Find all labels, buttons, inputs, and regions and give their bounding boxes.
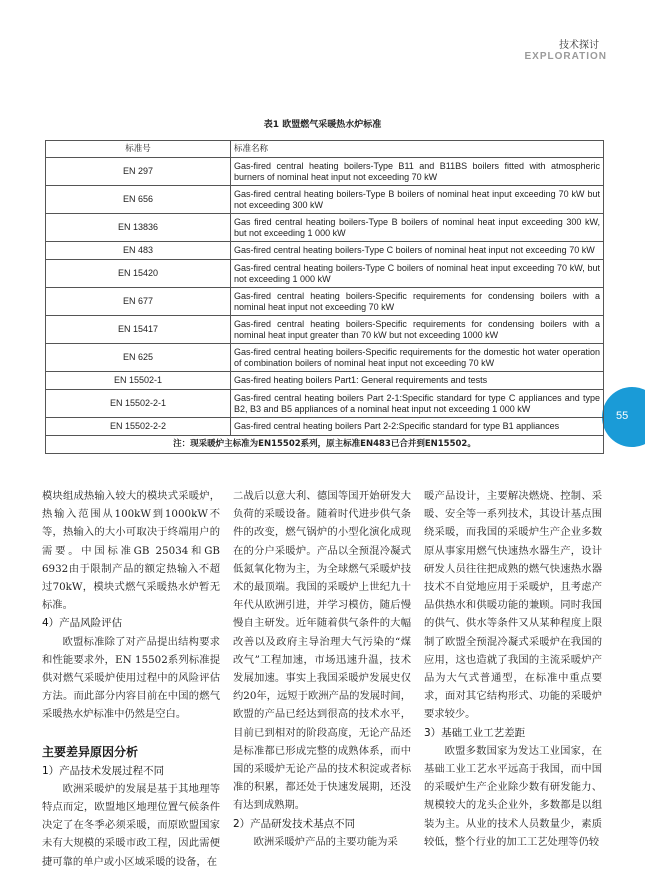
- page-number: 55: [616, 410, 629, 422]
- section-title-cn: 技术探讨: [559, 40, 599, 51]
- column-header-name: 标准名称: [231, 141, 604, 158]
- subsection-heading: 1）产品技术发展过程不同: [42, 764, 165, 777]
- standard-name: Gas-fired central heating boilers-Specific requirements for condensing boilers with a nominal heat input greater than 70 kW but not exceeding 1000 kW: [231, 316, 604, 344]
- standard-name: Gas-fired central heating boilers-Type C boilers of nominal heat input not exceeding 70 kW: [231, 242, 604, 260]
- paragraph: 暖产品设计，主要解决燃烧、控制、采暖、安全等一系列技术，其设计基点围绕采暖，而我国的采暖炉生产企业多数原从事家用燃气快速热水器生产，设计研发人员往往把成熟的燃气快速热水器技术不自觉地应用于采暖炉，且考虑产品供热水和供暖功能的兼顾。同时我国的供气、供水等条件又从某种程度上限制了欧盟全预混冷凝式采暖炉在我国的应用，这也造就了我国的主流采暖炉产品为大气式普通型，在标准中重点要求，面对其它结构形式、功能的采暖炉要求较少。: [424, 490, 602, 721]
- standard-code: EN 297: [46, 158, 231, 186]
- table-row: [46, 260, 604, 288]
- table-row: [46, 288, 604, 316]
- standard-code: EN 15502-2-2: [46, 418, 231, 436]
- table-row: [46, 344, 604, 372]
- standard-code: EN 15417: [46, 316, 231, 344]
- standard-name: Gas-fired heating boilers Part1: General requirements and tests: [231, 372, 604, 390]
- table-row: [46, 242, 604, 260]
- standard-code: EN 625: [46, 344, 231, 372]
- table-row: [46, 214, 604, 242]
- subsection-heading: 3）基础工业工艺差距: [424, 726, 526, 739]
- standard-code: EN 15502-1: [46, 372, 231, 390]
- section-title-en: EXPLORATION: [524, 51, 607, 62]
- table-row: [46, 158, 604, 186]
- table-row: [46, 316, 604, 344]
- standard-code: EN 15420: [46, 260, 231, 288]
- paragraph: 欧盟多数国家为发达工业国家，在基础工业工艺水平远高于我国，而中国的采暖炉生产企业除少数有研发能力、规模较大的龙头企业外，多数都是以组装为主。从业的技术人员数量少，素质较低，整个行业的加工工艺处理等仍较: [424, 744, 602, 848]
- standard-name: Gas-fired central heating boilers-Specific requirements for condensing boilers with a nominal heat input not exceeding 70 kW: [231, 288, 604, 316]
- table-note: 注：现采暖炉主标准为EN15502系列，原主标准EN483已合并到EN15502。: [46, 436, 604, 454]
- table-header-row: [46, 141, 604, 158]
- standard-name: Gas-fired central heating boilers-Specific requirements for the domestic hot water operation of combination boilers of nominal heat input not exceeding 70 kW: [231, 344, 604, 372]
- paragraph: 欧洲采暖炉的发展是基于其地理等特点而定，欧盟地区地理位置气候条件决定了在冬季必须采暖，而原欧盟国家未有大规模的采暖市政工程，因此需便捷可靠的单户或小区域采暖的设备，在: [42, 782, 220, 868]
- standard-code: EN 483: [46, 242, 231, 260]
- standard-code: EN 15502-2-1: [46, 390, 231, 418]
- table-row: [46, 390, 604, 418]
- table-row: [46, 372, 604, 390]
- paragraph: 欧洲采暖炉产品的主要功能为采: [253, 835, 398, 848]
- table-note-row: [46, 436, 604, 454]
- subsection-heading: 4）产品风险评估: [42, 617, 123, 630]
- page-number-tab: [602, 387, 645, 447]
- subsection-heading: 2）产品研发技术基点不同: [233, 817, 356, 830]
- standard-name: Gas-fired central heating boilers-Type B boilers of nominal heat input exceeding 70 kW but not exceeding 300 kW: [231, 186, 604, 214]
- standard-name: Gas-fired central heating boilers-Type B11 and B11BS boilers fitted with atmospheric burners of nominal heat input not exceeding 70 kW: [231, 158, 604, 186]
- standard-code: EN 677: [46, 288, 231, 316]
- section-heading: 主要差异原因分析: [42, 744, 139, 759]
- table-row: [46, 186, 604, 214]
- standard-name: Gas-fired central heating boilers Part 2-2:Specific standard for type B1 appliances: [231, 418, 604, 436]
- table-row: [46, 418, 604, 436]
- text-column-2: [233, 487, 411, 851]
- standard-code: EN 656: [46, 186, 231, 214]
- standard-name: Gas-fired central heating boilers Part 2-1:Specific standard for type C appliances and type B2, B3 and B5 appliances of a nominal heat input not exceeding 1 000 kW: [231, 390, 604, 418]
- paragraph: 二战后以意大利、德国等国开始研发大负荷的采暖设备。随着时代进步供气条件的改变，燃气锅炉的小型化演化成现在的分户采暖炉。产品以全预混冷凝式低氮氧化物为主，为全球燃气采暖炉技术的最顶端。我国的采暖炉上世纪九十年代从欧洲引进，并学习模仿，随后慢慢自主研发。近年随着供气条件的大幅改善以及政府主导治理大气污染的“煤改气”工程加速，市场迅速升温，技术发展加速。事实上我国采暖炉发展史仅约20年，远短于欧洲产品的发展时间，欧盟的产品已经达到很高的技术水平，目前已到相对的阶段高度，无论产品还是标准都已形成完整的成熟体系，而中国的采暖炉无论产品的技术积淀或者标准的积累，都还处于快速发展期，还没有达到成熟期。: [233, 490, 411, 812]
- text-column-3: [424, 487, 602, 851]
- standards-table: [45, 140, 604, 454]
- standard-code: EN 13836: [46, 214, 231, 242]
- text-column-1: [42, 487, 220, 871]
- paragraph: 模块组成热输入较大的模块式采暖炉，热输入范围从100kW到1000kW不等，热输入的大小可取决于终端用户的需要。中国标准GB 25034和GB 6932由于限制产品的额定热输入不超过70kW，模块式燃气采暖热水炉暂无标准。: [42, 490, 220, 612]
- standard-name: Gas fired central heating boilers-Type B boilers of nominal heat input exceeding 300 kW, but not exceeding 1 000 kW: [231, 214, 604, 242]
- standard-name: Gas-fired central heating boilers-Type C boilers of nominal heat input exceeding 70 kW, but not exceeding 1 000 kW: [231, 260, 604, 288]
- paragraph: 欧盟标准除了对产品提出结构要求和性能要求外，EN 15502系列标准提供对燃气采暖炉使用过程中的风险评估方法。而此部分内容目前在中国的燃气采暖热水炉标准中仍然是空白。: [42, 635, 220, 721]
- column-header-code: 标准号: [46, 141, 231, 158]
- table-caption: 表1 欧盟燃气采暖热水炉标准: [263, 120, 382, 130]
